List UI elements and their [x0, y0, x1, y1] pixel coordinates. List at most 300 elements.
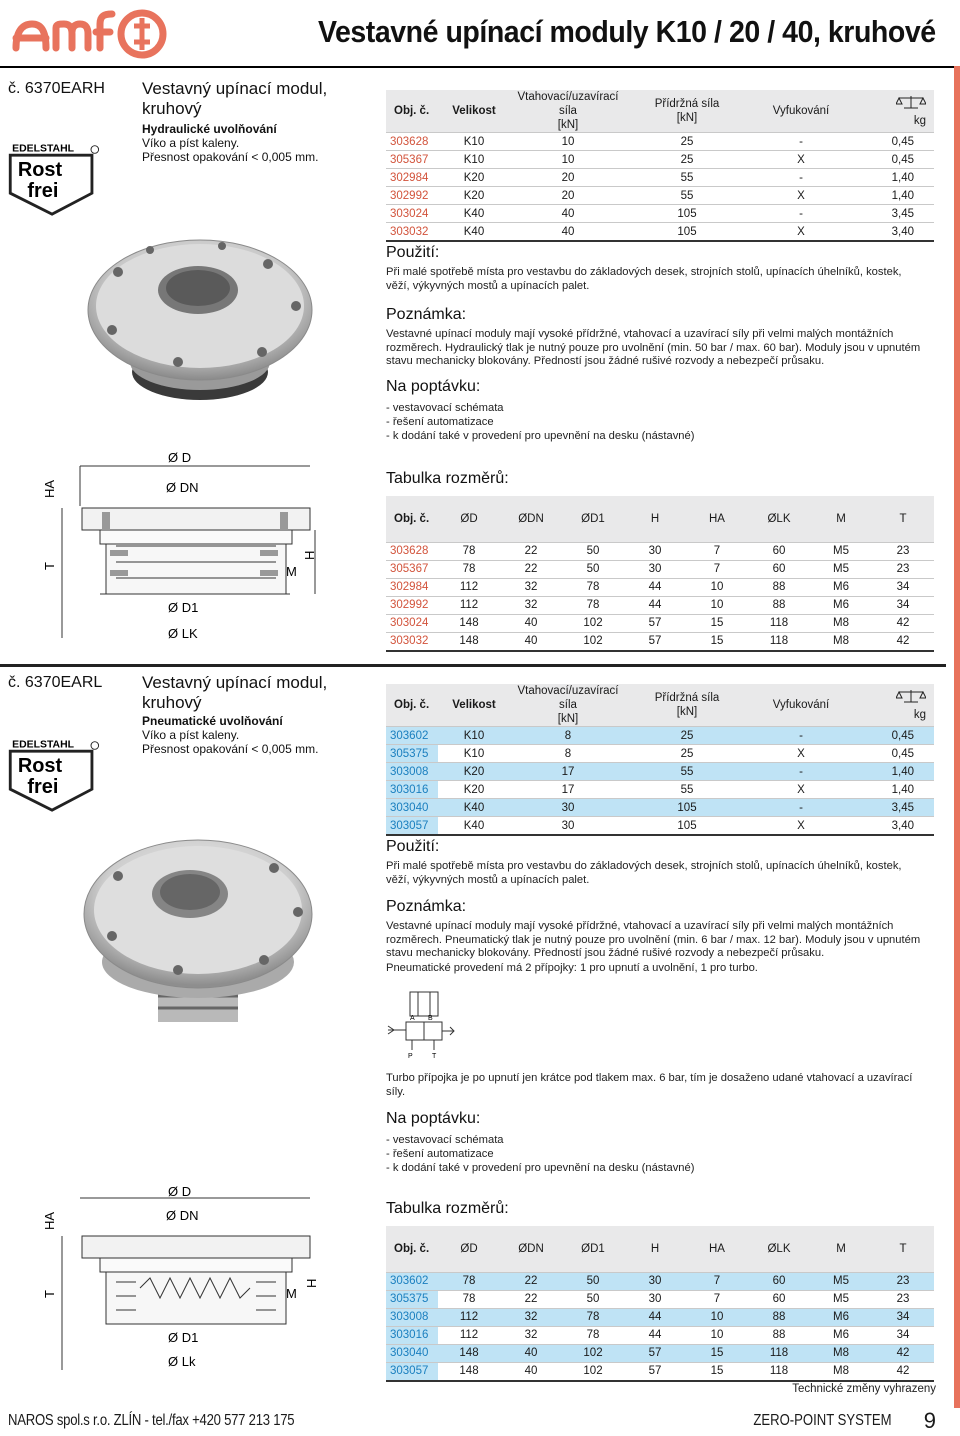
order-code: 303024 — [386, 205, 438, 223]
order-code: 303628 — [386, 542, 438, 560]
spec-cell: K40 — [438, 817, 510, 836]
dim-cell: 42 — [872, 614, 934, 632]
dim-cell: 40 — [500, 614, 562, 632]
spec-cell: 0,45 — [854, 745, 934, 763]
dim-col-header: HA — [709, 512, 725, 525]
dim-col-header: ØDN — [518, 1242, 544, 1255]
dim-cell: 44 — [624, 1326, 686, 1344]
spec-cell: - — [748, 133, 854, 151]
dim-cell: 44 — [624, 1308, 686, 1326]
spec-cell: X — [748, 745, 854, 763]
section1-poptavka-3: - k dodání také v provedení pro upevnění na desku (nástavné) — [386, 430, 695, 442]
spec-row — [386, 205, 934, 223]
dim-cell: 15 — [686, 614, 748, 632]
drawing1-lk-label: Ø LK — [168, 626, 198, 641]
dim-col-header: ØD1 — [581, 512, 605, 525]
section2-pouziti-text: Při malé spotřebě místa pro vestavbu do základových desek, strojních stolů, upínacích úhelníků, kostek, věží, výkyvných mostů a upínacích palet. — [386, 860, 902, 886]
spec-cell: - — [748, 727, 854, 745]
dim-row — [386, 578, 934, 596]
spec-cell: - — [748, 169, 854, 187]
order-code: 303602 — [386, 1272, 438, 1290]
pneumatic-schema — [384, 982, 464, 1060]
section1-tabulka-heading: Tabulka rozměrů: — [386, 470, 509, 487]
dim-cell: 40 — [500, 1362, 562, 1381]
spec-cell: X — [748, 223, 854, 242]
order-code: 303040 — [386, 1344, 438, 1362]
dim-cell: 60 — [748, 1272, 810, 1290]
section2-code: č. 6370EARL — [8, 674, 103, 691]
schema-t: T — [432, 1053, 437, 1060]
dim-cell: 22 — [500, 560, 562, 578]
drawing1-h-label: H — [302, 550, 317, 560]
drawing1-d-label: Ø D — [168, 450, 192, 465]
col2-velikost: Velikost — [452, 699, 496, 711]
spec-cell: 105 — [626, 817, 748, 836]
dim-cell: 148 — [438, 632, 500, 651]
order-code: 303057 — [386, 1362, 438, 1381]
amf-logo — [8, 4, 168, 60]
dim-cell: 78 — [562, 596, 624, 614]
dim-cell: M8 — [810, 614, 872, 632]
dim-row — [386, 614, 934, 632]
spec-table-2 — [386, 684, 934, 836]
dim-cell: 118 — [748, 614, 810, 632]
badge2-line2: frei — [27, 776, 59, 798]
dim-cell: 7 — [686, 560, 748, 578]
spec-cell: K40 — [438, 205, 510, 223]
spec-row — [386, 745, 934, 763]
dim-cell: 148 — [438, 614, 500, 632]
dim-cell: 23 — [872, 1272, 934, 1290]
spec-cell: 20 — [510, 187, 626, 205]
dim-cell: 32 — [500, 596, 562, 614]
order-code: 303024 — [386, 614, 438, 632]
tech-note: Technické změny vyhrazeny — [792, 1383, 936, 1395]
drawing2-ha-label: HA — [42, 1211, 57, 1230]
order-code: 305367 — [386, 151, 438, 169]
dim-cell: 78 — [438, 1272, 500, 1290]
dim-cell: 78 — [438, 560, 500, 578]
spec-cell: K40 — [438, 223, 510, 242]
spec-cell: 55 — [626, 169, 748, 187]
spec-cell: 10 — [510, 133, 626, 151]
dim-cell: 50 — [562, 542, 624, 560]
dim-col-header: T — [899, 1242, 907, 1255]
dim-cell: M5 — [810, 560, 872, 578]
dim-cell: 34 — [872, 1308, 934, 1326]
spec-row — [386, 133, 934, 151]
spec-cell: X — [748, 781, 854, 799]
section2-poznamka-text: Vestavné upínací moduly mají vysoké přídržné, vtahovací a uzavírací síly při velmi malých montážních rozměrech. Pneumatický tlak je nutný pouze pro uvolnění (min. 6 bar / max. 12 bar). Moduly jsou v upnutém stavu mechanicky blokovány. Předností jsou žádné rušivé rozvody a nebezpečí průsaku. — [386, 920, 921, 960]
dim-cell: 10 — [686, 1326, 748, 1344]
spec-cell: K10 — [438, 745, 510, 763]
drawing2-t-label: T — [42, 1290, 57, 1298]
dim-cell: 32 — [500, 1326, 562, 1344]
spec-cell: 3,40 — [854, 817, 934, 836]
spec-cell: 25 — [626, 727, 748, 745]
spec-cell: 17 — [510, 781, 626, 799]
dim-cell: 15 — [686, 632, 748, 651]
col2-pridrz: Přídržná síla [kN] — [654, 692, 720, 718]
dim-cell: 60 — [748, 1290, 810, 1308]
dim-cell: 57 — [624, 1344, 686, 1362]
dim-cell: 102 — [562, 1344, 624, 1362]
spec-cell: 0,45 — [854, 133, 934, 151]
spec-cell: 105 — [626, 799, 748, 817]
dim-col-header: ØLK — [767, 1242, 791, 1255]
drawing2-lk-label: Ø Lk — [168, 1354, 196, 1369]
spec-cell: 0,45 — [854, 727, 934, 745]
section2-poznamka2-text: Pneumatické provedení má 2 přípojky: 1 pro upnutí a uvolnění, 1 pro turbo. — [386, 962, 758, 974]
section2-poptavka-3: - k dodání také v provedení pro upevnění na desku (nástavné) — [386, 1162, 695, 1174]
rostfrei-badge — [6, 140, 100, 216]
spec-cell: X — [748, 187, 854, 205]
dim-cell: 23 — [872, 1290, 934, 1308]
dim-row — [386, 542, 934, 560]
brand-text: AMF — [8, 4, 11, 5]
dim-cell: M6 — [810, 596, 872, 614]
product-photo-pneumatic — [78, 832, 318, 1032]
spec-cell: 55 — [626, 781, 748, 799]
dim-col-header: H — [650, 1242, 660, 1255]
order-code: 302992 — [386, 187, 438, 205]
spec-cell: 30 — [510, 817, 626, 836]
order-code: 303040 — [386, 799, 438, 817]
spec-cell: 1,40 — [854, 187, 934, 205]
order-code: 303628 — [386, 133, 438, 151]
dim-cell: 10 — [686, 596, 748, 614]
section1-poznamka-heading: Poznámka: — [386, 306, 467, 323]
spec-cell: K20 — [438, 169, 510, 187]
spec-row — [386, 763, 934, 781]
section1-poptavka-heading: Na poptávku: — [386, 378, 481, 395]
dim-cell: M5 — [810, 1290, 872, 1308]
dim-table-1 — [386, 496, 934, 652]
dim-cell: 78 — [562, 1308, 624, 1326]
dim-cell: 88 — [748, 596, 810, 614]
dim-col-header: Obj. č. — [394, 512, 430, 525]
dim-cell: 22 — [500, 1272, 562, 1290]
dim-cell: 148 — [438, 1362, 500, 1381]
col2-vyfuk: Vyfukování — [772, 699, 830, 711]
dim-cell: 118 — [748, 632, 810, 651]
product-photo-hydraulic — [82, 232, 318, 422]
spec-row — [386, 223, 934, 242]
drawing1-d1-label: Ø D1 — [168, 600, 199, 615]
spec-row — [386, 781, 934, 799]
order-code: 303032 — [386, 223, 438, 242]
dim-row — [386, 596, 934, 614]
section1-poptavka-1: - vestavovací schémata — [386, 402, 504, 414]
dim-cell: M5 — [810, 542, 872, 560]
col2-vtah: Vtahovací/uzavírací síla [kN] — [517, 685, 619, 725]
side-accent-strip — [954, 66, 960, 1408]
dim-col-header: ØLK — [767, 512, 791, 525]
section2-poptavka-2: - řešení automatizace — [386, 1148, 494, 1160]
dim-cell: M6 — [810, 1308, 872, 1326]
dim-cell: 30 — [624, 1290, 686, 1308]
dim-cell: 50 — [562, 1290, 624, 1308]
scale-icon-2 — [896, 688, 926, 704]
badge-line2: frei — [27, 180, 59, 202]
order-code: 303016 — [386, 1326, 438, 1344]
dim-cell: 78 — [438, 1290, 500, 1308]
dim-col-header: ØD1 — [581, 1242, 605, 1255]
spec-cell: K20 — [438, 763, 510, 781]
drawing2-dn-label: Ø DN — [166, 1208, 199, 1223]
dim-cell: 88 — [748, 578, 810, 596]
dim-cell: 50 — [562, 1272, 624, 1290]
spec-cell: 105 — [626, 205, 748, 223]
dim-col-header: HA — [709, 1242, 725, 1255]
dim-table-2 — [386, 1226, 934, 1382]
dim-cell: 57 — [624, 1362, 686, 1381]
drawing1-m-label: M — [286, 564, 297, 579]
dim-cell: 118 — [748, 1344, 810, 1362]
dim-cell: 78 — [562, 578, 624, 596]
dim-cell: 57 — [624, 614, 686, 632]
spec-cell: 25 — [626, 745, 748, 763]
section1-sub3: Přesnost opakování < 0,005 mm. — [142, 150, 319, 164]
dim-cell: 88 — [748, 1326, 810, 1344]
section1-poptavka-2: - řešení automatizace — [386, 416, 494, 428]
dim-col-header: Obj. č. — [394, 1242, 430, 1255]
section2-turbo-text: Turbo přípojka je po upnutí jen krátce pod tlakem max. 6 bar, tím je dosaženo udané vtahovací a uzavírací síly. — [386, 1072, 913, 1098]
dim-cell: 112 — [438, 596, 500, 614]
section1-name: Vestavný upínací modul, kruhový — [142, 79, 328, 118]
spec-cell: 55 — [626, 763, 748, 781]
dim-cell: 32 — [500, 578, 562, 596]
order-code: 303008 — [386, 1308, 438, 1326]
dim-cell: 22 — [500, 1290, 562, 1308]
section1-poznamka-text: Vestavné upínací moduly mají vysoké přídržné, vtahovací a uzavírací síly při velmi malých montážních rozměrech. Hydraulický tlak je nutný pouze pro uvolnění (min. 50 bar / max. 60 bar). Moduly jsou v upnutém stavu mechanicky blokovány. Předností jsou žádné rušivé rozvody a nebezpečí průsaku. — [386, 328, 921, 368]
spec-cell: - — [748, 799, 854, 817]
spec-row — [386, 727, 934, 745]
dim-cell: 118 — [748, 1362, 810, 1381]
dim-cell: 40 — [500, 1344, 562, 1362]
dim-cell: 78 — [562, 1326, 624, 1344]
dim-cell: 22 — [500, 542, 562, 560]
spec-row — [386, 187, 934, 205]
spec-cell: 8 — [510, 745, 626, 763]
order-code: 303057 — [386, 817, 438, 836]
dim-cell: 102 — [562, 632, 624, 651]
dim-cell: M5 — [810, 1272, 872, 1290]
drawing1-ha-label: HA — [42, 479, 57, 498]
spec-cell: 25 — [626, 133, 748, 151]
drawing2-d1-label: Ø D1 — [168, 1330, 199, 1345]
spec-cell: 1,40 — [854, 781, 934, 799]
dim-row — [386, 1326, 934, 1344]
dim-cell: 10 — [686, 1308, 748, 1326]
dim-row — [386, 1272, 934, 1290]
spec-cell: 3,45 — [854, 799, 934, 817]
dim-cell: 30 — [624, 542, 686, 560]
spec-cell: 25 — [626, 151, 748, 169]
dim-cell: 7 — [686, 1290, 748, 1308]
section2-sub2: Víko a píst kaleny. — [142, 728, 240, 742]
section1-pouziti-heading: Použití: — [386, 244, 440, 261]
badge-line1: Rost — [17, 159, 63, 182]
header-rule — [0, 66, 960, 68]
order-code: 303032 — [386, 632, 438, 651]
spec-cell: 3,45 — [854, 205, 934, 223]
dim-cell: 23 — [872, 560, 934, 578]
dim-cell: 10 — [686, 578, 748, 596]
dim-cell: 34 — [872, 596, 934, 614]
dimension-drawing-2 — [40, 1178, 340, 1382]
order-code: 303602 — [386, 727, 438, 745]
order-code: 302984 — [386, 578, 438, 596]
spec-cell: - — [748, 763, 854, 781]
dim-cell: 78 — [438, 542, 500, 560]
schema-p: P — [408, 1053, 413, 1060]
dim-cell: 50 — [562, 560, 624, 578]
order-code: 305375 — [386, 745, 438, 763]
dim-cell: 34 — [872, 578, 934, 596]
spec-cell: 17 — [510, 763, 626, 781]
dim-cell: 112 — [438, 1308, 500, 1326]
section1-sub2: Víko a píst kaleny. — [142, 136, 240, 150]
spec-cell: 20 — [510, 169, 626, 187]
dim-row — [386, 632, 934, 651]
spec-cell: 1,40 — [854, 763, 934, 781]
spec-cell: 1,40 — [854, 169, 934, 187]
page-number: 9 — [923, 1408, 936, 1433]
section2-poptavka-1: - vestavovací schémata — [386, 1134, 504, 1146]
section-separator — [0, 664, 946, 667]
spec-row — [386, 817, 934, 836]
dim-col-header: ØDN — [518, 512, 544, 525]
dim-cell: 40 — [500, 632, 562, 651]
col-vtah: Vtahovací/uzavírací síla [kN] — [517, 91, 619, 131]
dim-row — [386, 1344, 934, 1362]
dim-col-header: M — [836, 1242, 846, 1255]
dim-cell: 32 — [500, 1308, 562, 1326]
dim-cell: 23 — [872, 542, 934, 560]
footer-system: ZERO-POINT SYSTEM — [753, 1412, 892, 1429]
drawing2-d-label: Ø D — [168, 1184, 192, 1199]
dim-cell: 102 — [562, 614, 624, 632]
spec-cell: 105 — [626, 223, 748, 242]
col-kg: kg — [854, 90, 934, 133]
rostfrei-badge-2 — [6, 736, 100, 812]
spec-cell: K20 — [438, 781, 510, 799]
footer-company: NAROS spol.s r.o. ZLÍN - tel./fax +420 577 213 175 — [8, 1412, 295, 1429]
dim-cell: M8 — [810, 632, 872, 651]
spec-cell: 40 — [510, 223, 626, 242]
dim-cell: 60 — [748, 560, 810, 578]
dim-cell: 112 — [438, 578, 500, 596]
col-pridrz: Přídržná síla [kN] — [654, 98, 720, 124]
dim-cell: 44 — [624, 578, 686, 596]
dim-row — [386, 1308, 934, 1326]
dim-cell: 34 — [872, 1326, 934, 1344]
order-code: 302984 — [386, 169, 438, 187]
dim-col-header: T — [899, 512, 907, 525]
dim-cell: 112 — [438, 1326, 500, 1344]
spec-cell: K40 — [438, 799, 510, 817]
schema-a: A — [410, 1015, 415, 1022]
dim-cell: M8 — [810, 1344, 872, 1362]
spec-cell: 0,45 — [854, 151, 934, 169]
drawing2-m-label: M — [286, 1286, 297, 1301]
dim-cell: M6 — [810, 578, 872, 596]
col-vyfuk: Vyfukování — [772, 105, 830, 117]
section2-tabulka-heading: Tabulka rozměrů: — [386, 1200, 509, 1217]
col-velikost: Velikost — [452, 105, 496, 117]
dim-cell: 42 — [872, 1362, 934, 1381]
section2-sub1: Pneumatické uvolňování — [142, 714, 283, 728]
drawing2-h-label: H — [304, 1278, 319, 1288]
order-code: 303016 — [386, 781, 438, 799]
drawing1-dn-label: Ø DN — [166, 480, 199, 495]
section2-pouziti-heading: Použití: — [386, 838, 440, 855]
col2-kg: kg — [854, 684, 934, 727]
spec-cell: K10 — [438, 133, 510, 151]
scale-icon — [896, 94, 926, 110]
badge2-line1: Rost — [17, 755, 63, 778]
dim-col-header: M — [836, 512, 846, 525]
dim-col-header: H — [650, 512, 660, 525]
dim-cell: 102 — [562, 1362, 624, 1381]
dim-row — [386, 560, 934, 578]
section1-pouziti-text: Při malé spotřebě místa pro vestavbu do základových desek, strojních stolů, upínacích úhelníků, kostek, věží, výkyvných mostů a upínacích palet. — [386, 266, 902, 292]
dim-cell: 60 — [748, 542, 810, 560]
section2-poptavka-heading: Na poptávku: — [386, 1110, 481, 1127]
spec-cell: 10 — [510, 151, 626, 169]
dim-cell: 88 — [748, 1308, 810, 1326]
dim-cell: 7 — [686, 1272, 748, 1290]
dim-cell: 7 — [686, 542, 748, 560]
dim-cell: 15 — [686, 1344, 748, 1362]
dim-cell: 42 — [872, 1344, 934, 1362]
section1-code: č. 6370EARH — [8, 80, 105, 97]
spec-cell: 40 — [510, 205, 626, 223]
schema-b: B — [428, 1015, 433, 1022]
section1-sub1: Hydraulické uvolňování — [142, 122, 277, 136]
spec-row — [386, 169, 934, 187]
dim-cell: 42 — [872, 632, 934, 651]
order-code: 305375 — [386, 1290, 438, 1308]
spec-table-1 — [386, 90, 934, 242]
drawing1-t-label: T — [42, 562, 57, 570]
spec-cell: K10 — [438, 727, 510, 745]
dim-col-header: ØD — [460, 512, 478, 525]
order-code: 305367 — [386, 560, 438, 578]
order-code: 303008 — [386, 763, 438, 781]
col2-obj: Obj. č. — [394, 699, 430, 711]
order-code: 302992 — [386, 596, 438, 614]
spec-cell: X — [748, 151, 854, 169]
spec-cell: - — [748, 205, 854, 223]
spec-cell: 8 — [510, 727, 626, 745]
spec-row — [386, 799, 934, 817]
section2-sub3: Přesnost opakování < 0,005 mm. — [142, 742, 319, 756]
dim-cell: 44 — [624, 596, 686, 614]
dim-col-header: ØD — [460, 1242, 478, 1255]
dim-cell: M6 — [810, 1326, 872, 1344]
spec-cell: K20 — [438, 187, 510, 205]
dim-cell: 15 — [686, 1362, 748, 1381]
dim-row — [386, 1362, 934, 1381]
section2-name: Vestavný upínací modul, kruhový — [142, 673, 328, 712]
dim-cell: M8 — [810, 1362, 872, 1381]
section2-poznamka-heading: Poznámka: — [386, 898, 467, 915]
dimension-drawing-1 — [40, 446, 340, 650]
dim-row — [386, 1290, 934, 1308]
spec-cell: 30 — [510, 799, 626, 817]
